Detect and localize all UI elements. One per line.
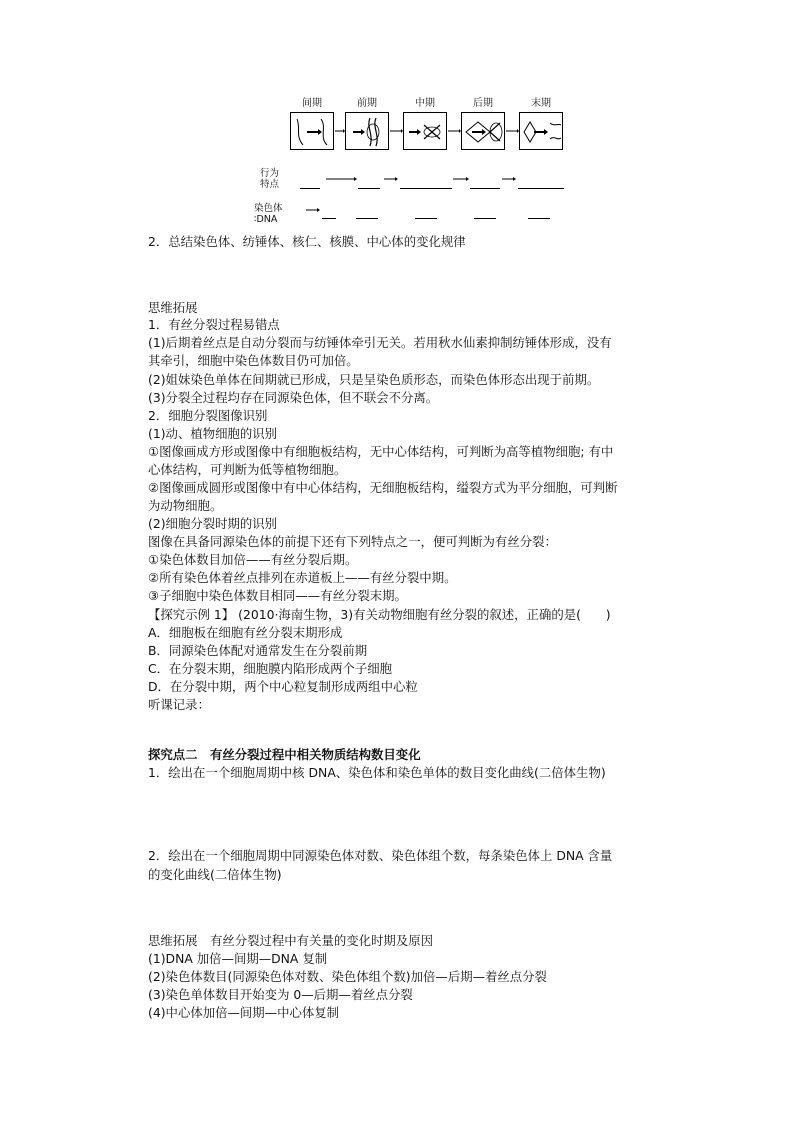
stage-label-telophase: 末期 — [531, 98, 551, 109]
dna-ratio-arrow — [250, 205, 570, 217]
behavior-label-line1: 行为 — [260, 168, 280, 179]
text-line: ②所有染色体着丝点排列在赤道板上——有丝分裂中期。 — [148, 570, 457, 585]
thinking-extension-heading-2: 思维拓展 有丝分裂过程中有关量的变化时期及原因 — [148, 933, 433, 948]
dna-ratio-blank-5 — [528, 218, 550, 219]
behavior-blank-3 — [400, 188, 452, 189]
text-line: 心体结构，可判断为低等植物细胞。 — [148, 462, 347, 477]
behavior-arrows — [250, 174, 570, 186]
text-line: 为动物细胞。 — [148, 498, 223, 513]
behavior-blank-4 — [470, 188, 500, 189]
option-a: A．细胞板在细胞有丝分裂末期形成 — [148, 625, 343, 640]
section-heading-2: 2．总结染色体、纺锤体、核仁、核膜、中心体的变化规律 — [148, 234, 466, 249]
thinking-extension-heading: 思维拓展 — [148, 300, 198, 315]
example-question-stem: 【探究示例 1】 (2010·海南生物，3)有关动物细胞有丝分裂的叙述，正确的是( ) — [148, 607, 611, 622]
stage-label-interphase: 间期 — [302, 98, 322, 109]
text-line: (1)动、植物细胞的识别 — [148, 426, 278, 441]
text-line: ③子细胞中染色体数目相同——有丝分裂末期。 — [148, 588, 407, 603]
text-line: (2)细胞分裂时期的识别 — [148, 516, 278, 531]
dna-ratio-blank-1 — [322, 218, 336, 219]
stage-label-metaphase: 中期 — [415, 98, 435, 109]
text-line: (3)分裂全过程均存在同源染色体，但不联会不分离。 — [148, 390, 439, 405]
text-line: (3)染色单体数目开始变为 0—后期—着丝点分裂 — [148, 987, 413, 1002]
behavior-blank-1 — [300, 188, 320, 189]
text-line: 其牵引，细胞中染色体数目仍可加倍。 — [148, 353, 359, 368]
stage-label-prophase: 前期 — [357, 98, 377, 109]
class-notes-label: 听课记录： — [148, 697, 210, 712]
dna-ratio-blank-3 — [415, 218, 437, 219]
dna-ratio-label-line2: ∶DNA — [254, 214, 278, 225]
text-line: ②图像画成圆形或图像中有中心体结构，无细胞板结构，缢裂方式为平分细胞，可判断 — [148, 480, 618, 495]
behavior-blank-5 — [518, 188, 564, 189]
mitosis-figure — [250, 94, 570, 226]
option-d: D．在分裂中期，两个中心粒复制形成两组中心粒 — [148, 679, 418, 694]
stage-label-anaphase: 后期 — [473, 98, 493, 109]
text-line: (1)DNA 加倍—间期—DNA 复制 — [148, 951, 328, 966]
text-line: 2．细胞分裂图像识别 — [148, 408, 268, 423]
stage-arrows — [250, 94, 570, 154]
text-line: (2)染色体数目(同源染色体对数、染色体组个数)加倍—后期—着丝点分裂 — [148, 969, 547, 984]
text-line: (1)后期着丝点是自动分裂而与纺锤体牵引无关。若用秋水仙素抑制纺锤体形成，没有 — [148, 335, 612, 350]
text-line: 1．有丝分裂过程易错点 — [148, 317, 280, 332]
inquiry-point-2-heading: 探究点二 有丝分裂过程中相关物质结构数目变化 — [148, 747, 421, 762]
text-line: ①图像画成方形或图像中有细胞板结构，无中心体结构，可判断为高等植物细胞; 有中 — [148, 444, 614, 459]
option-c: C．在分裂末期，细胞膜内陷形成两个子细胞 — [148, 661, 393, 676]
behavior-blank-2 — [358, 188, 380, 189]
text-line: 图像在具备同源染色体的前提下还有下列特点之一，便可判断为有丝分裂： — [148, 534, 557, 549]
dna-ratio-blank-2 — [356, 218, 378, 219]
behavior-label-line2: 特点 — [260, 179, 280, 190]
text-line: ①染色体数目加倍——有丝分裂后期。 — [148, 552, 358, 567]
option-b: B．同源染色体配对通常发生在分裂前期 — [148, 643, 368, 658]
text-line: 2．绘出在一个细胞周期中同源染色体对数、染色体组个数，每条染色体上 DNA 含量 — [148, 848, 613, 863]
text-line: (2)姐妹染色单体在间期就已形成，只是呈染色质形态，而染色体形态出现于前期。 — [148, 372, 600, 387]
text-line: (4)中心体加倍—间期—中心体复制 — [148, 1005, 340, 1020]
dna-ratio-label-line1: 染色体 — [254, 203, 283, 214]
text-line: 的变化曲线(二倍体生物) — [148, 867, 282, 882]
dna-ratio-blank-4 — [474, 218, 496, 219]
text-line: 1．绘出在一个细胞周期中核 DNA、染色体和染色单体的数目变化曲线(二倍体生物) — [148, 765, 606, 780]
